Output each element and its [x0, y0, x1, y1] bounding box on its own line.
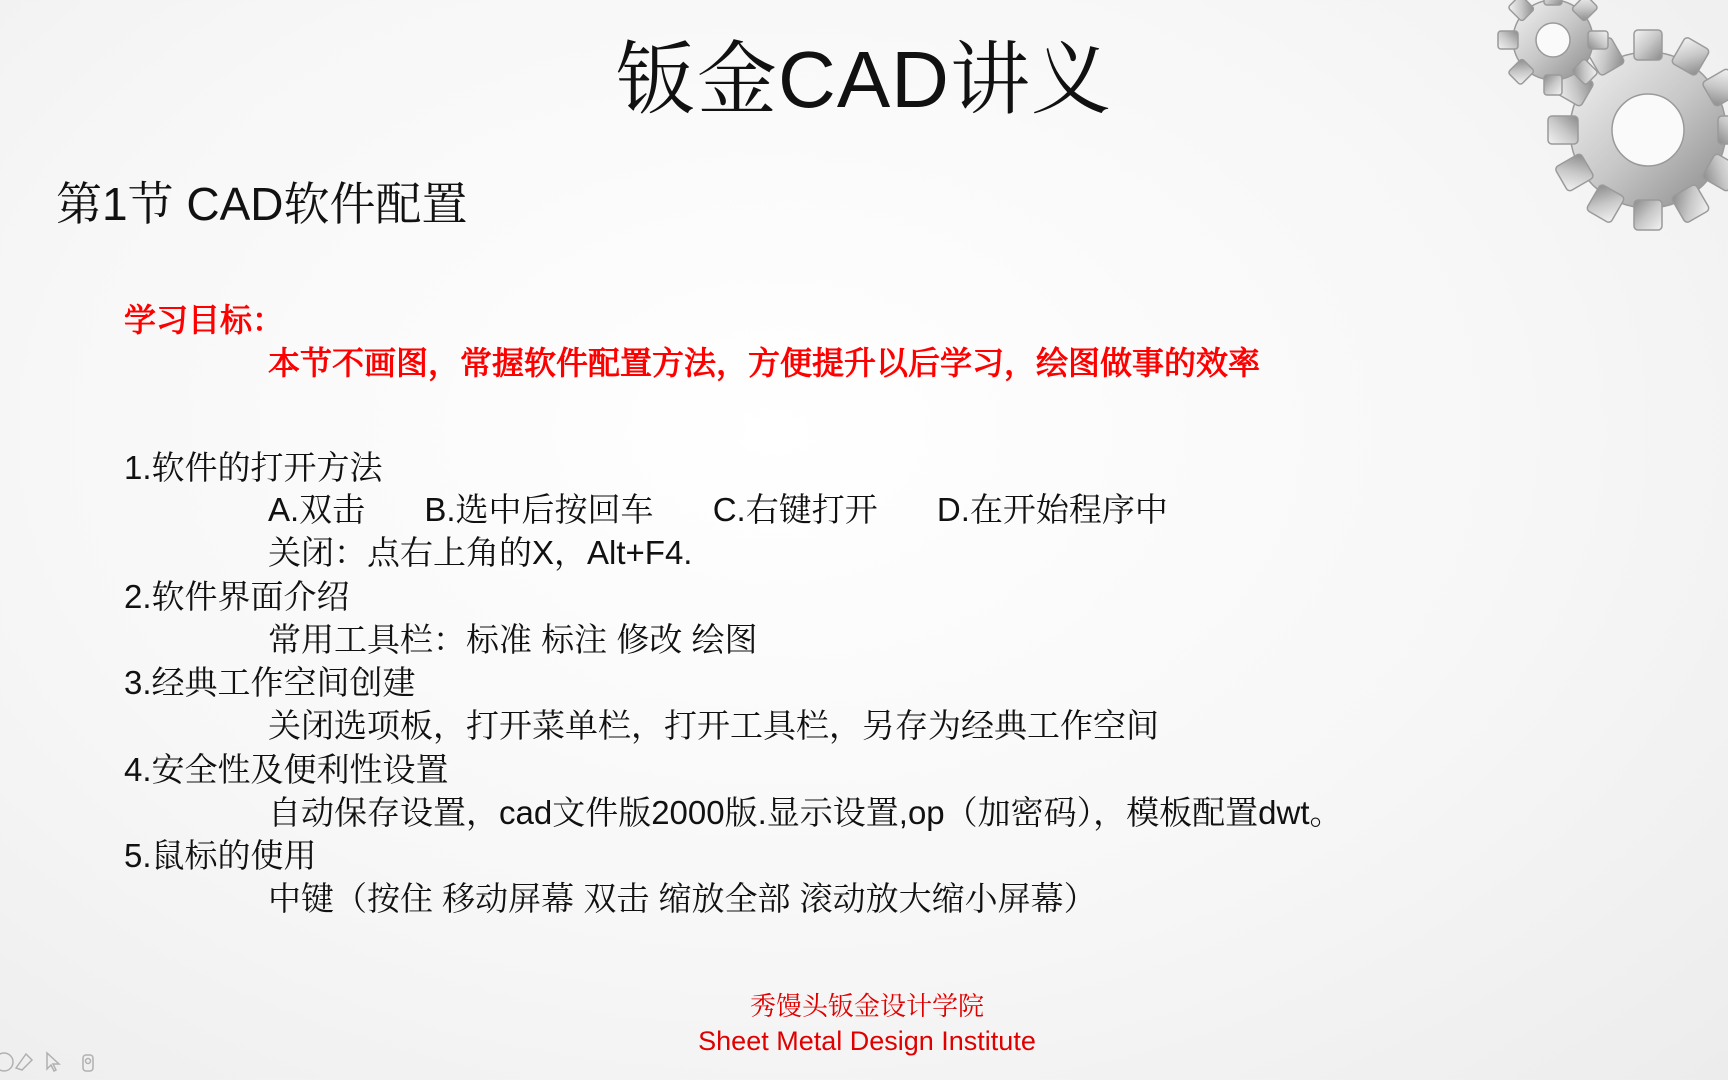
laser-pointer-icon[interactable] — [76, 1050, 100, 1074]
learning-goal-text: 本节不画图，常握软件配置方法，方便提升以后学习，绘图做事的效率 — [268, 344, 1261, 382]
option-d: D.在开始程序中 — [936, 491, 1168, 528]
section-1-detail: 关闭：点右上角的X，Alt+F4. — [268, 534, 693, 571]
footer-institute-cn: 秀馒头钣金设计学院 — [749, 991, 984, 1021]
learning-goal-label: 学习目标： — [124, 301, 285, 339]
section-1-options — [268, 490, 1168, 530]
presentation-toolbar — [0, 1046, 110, 1076]
option-b: B.选中后按回车 — [424, 491, 654, 528]
section-3-heading: 3.经典工作空间创建 — [124, 664, 416, 701]
section-subtitle: 第1节 CAD软件配置 — [56, 178, 468, 230]
option-c: C.右键打开 — [712, 491, 878, 528]
section-2-detail: 常用工具栏：标准 标注 修改 绘图 — [268, 621, 758, 658]
section-5-detail: 中键（按住 移动屏幕 双击 缩放全部 滚动放大缩小屏幕） — [268, 880, 1097, 917]
option-a: A.双击 — [268, 491, 366, 528]
section-1-heading: 1.软件的打开方法 — [124, 449, 383, 486]
footer-institute-en: Sheet Metal Design Institute — [698, 1026, 1036, 1056]
slide-title: 钣金CAD讲义 — [616, 35, 1112, 124]
gears-decoration-icon — [1458, 0, 1728, 250]
section-3-detail: 关闭选项板，打开菜单栏，打开工具栏，另存为经典工作空间 — [268, 707, 1159, 744]
section-4-heading: 4.安全性及便利性设置 — [124, 751, 449, 788]
section-5-heading: 5.鼠标的使用 — [124, 837, 317, 874]
eraser-tool-icon[interactable] — [12, 1050, 36, 1074]
pointer-tool-icon[interactable] — [42, 1050, 66, 1074]
section-4-detail: 自动保存设置，cad文件版2000版.显示设置,op（加密码），模板配置dwt。 — [268, 794, 1343, 831]
section-2-heading: 2.软件界面介绍 — [124, 578, 350, 615]
